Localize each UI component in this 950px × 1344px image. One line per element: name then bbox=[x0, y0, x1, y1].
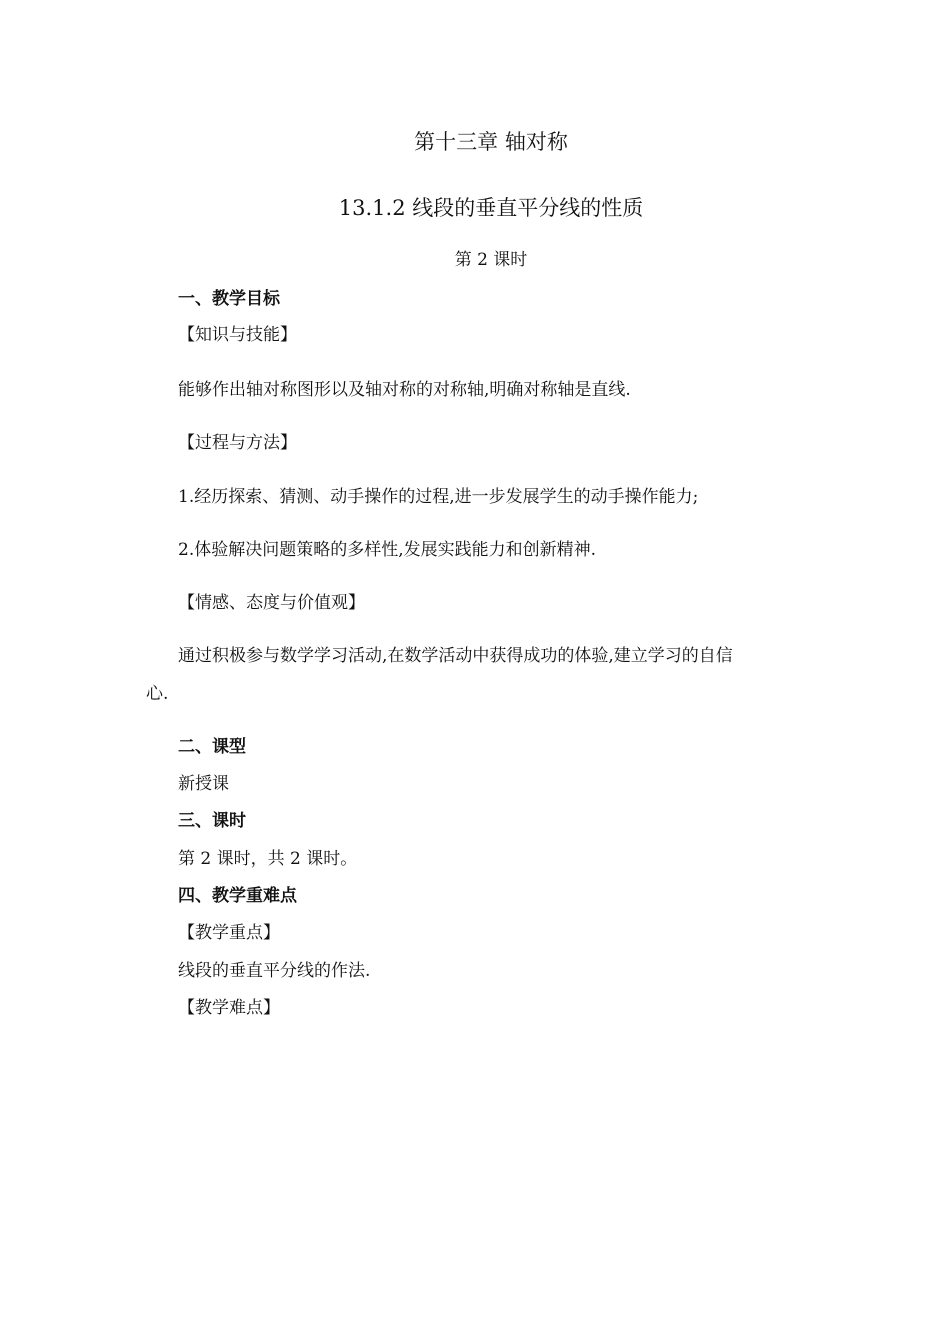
heading-key-difficult-points: 四、教学重难点 bbox=[178, 886, 297, 906]
text-knowledge-skills: 能够作出轴对称图形以及轴对称的对称轴,明确对称轴是直线. bbox=[178, 380, 631, 400]
heading-lesson-type: 二、课型 bbox=[178, 737, 246, 757]
label-knowledge-skills: 【知识与技能】 bbox=[178, 325, 297, 345]
section-title: 13.1.2 线段的垂直平分线的性质 bbox=[338, 196, 644, 220]
heading-teaching-goals: 一、教学目标 bbox=[178, 289, 280, 309]
text-key-point: 线段的垂直平分线的作法. bbox=[178, 961, 371, 981]
chapter-title: 第十三章 轴对称 bbox=[414, 130, 568, 154]
text-emotion-line2: 心. bbox=[146, 684, 169, 704]
text-process-1: 1.经历探索、猜测、动手操作的过程,进一步发展学生的动手操作能力; bbox=[178, 487, 699, 507]
label-key-point: 【教学重点】 bbox=[178, 923, 280, 943]
text-periods: 第 2 课时，共 2 课时。 bbox=[178, 849, 358, 869]
text-emotion-line1: 通过积极参与数学学习活动,在数学活动中获得成功的体验,建立学习的自信 bbox=[178, 646, 733, 666]
text-process-2: 2.体验解决问题策略的多样性,发展实践能力和创新精神. bbox=[178, 540, 597, 560]
label-process-methods: 【过程与方法】 bbox=[178, 433, 297, 453]
label-difficult-point: 【教学难点】 bbox=[178, 998, 280, 1018]
heading-periods: 三、课时 bbox=[178, 811, 246, 831]
label-emotion-values: 【情感、态度与价值观】 bbox=[178, 593, 365, 613]
lesson-number: 第 2 课时 bbox=[454, 250, 528, 270]
text-lesson-type: 新授课 bbox=[178, 774, 229, 794]
